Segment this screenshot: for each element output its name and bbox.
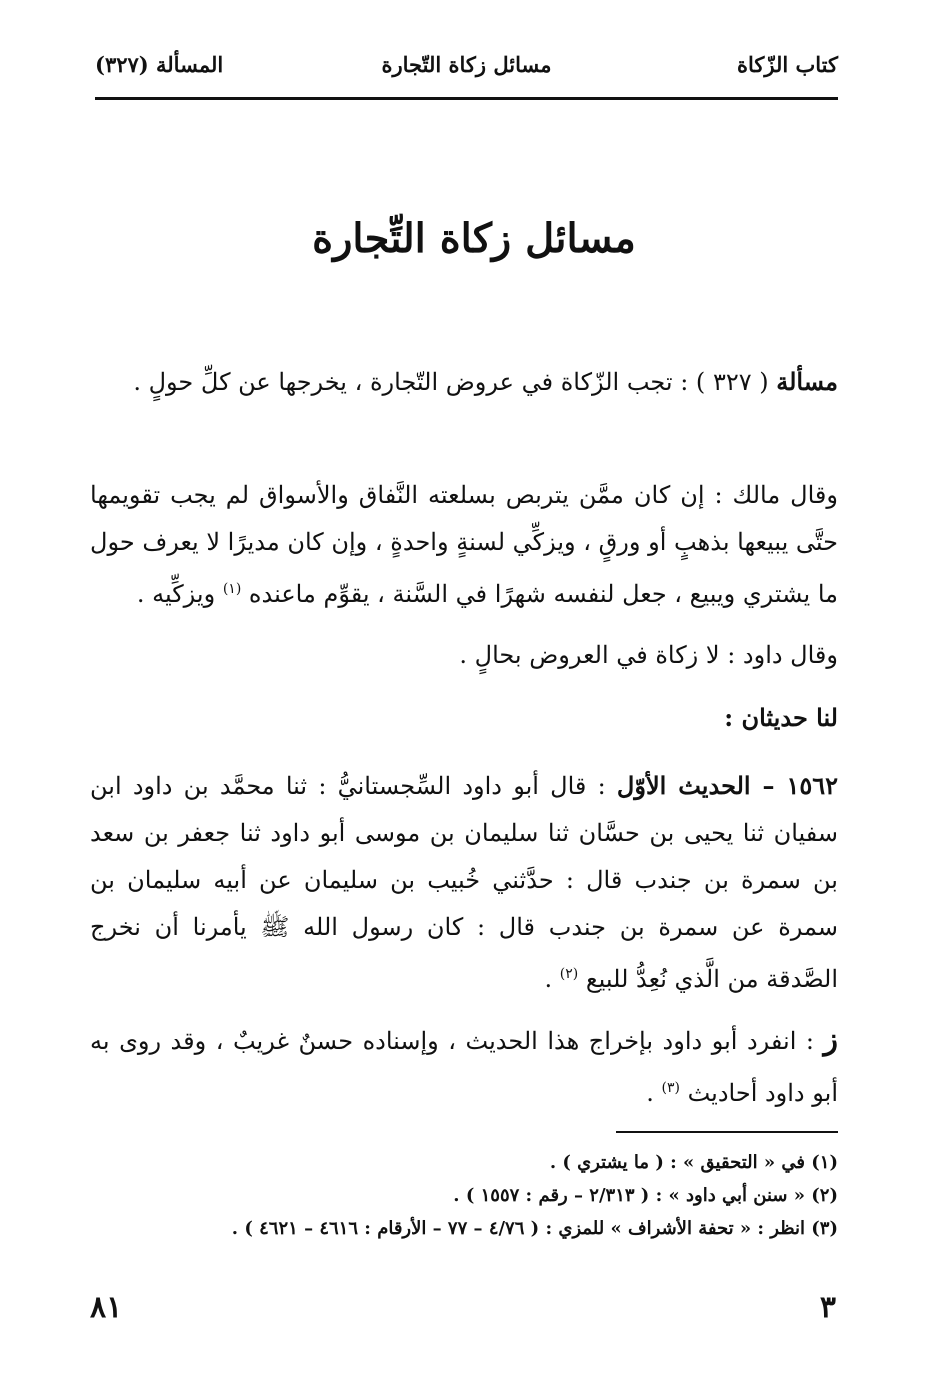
page-number-left: ٨١ (90, 1290, 123, 1325)
commentary-text: : انفرد أبو داود بإخراج هذا الحديث ، وإسناده حسنٌ غريبٌ ، وقد روى به أبو داود أحاديث (90, 1027, 838, 1107)
hadith-text-end: . (544, 965, 560, 993)
header-issue-number: المسألة (٣٢٧) (95, 52, 224, 77)
footnotes (110, 1146, 838, 1245)
page-number-right: ٣ (819, 1290, 836, 1325)
commentary-text-end: . (646, 1079, 662, 1107)
footnote-item: (١) في « التحقيق » : ( ما يشتري ) . (549, 1152, 838, 1173)
hadith-number-label: ١٥٦٢ – الحديث الأوّل (616, 771, 839, 800)
footnote-ref-2: (٢) (559, 966, 579, 982)
running-header (95, 52, 838, 88)
issue-text: ( ٣٢٧ ) : تجب الزّكاة في عروض التّجارة ، يخرجها عن كلِّ حولٍ . (133, 368, 777, 396)
header-divider (95, 97, 838, 100)
header-section-title: مسائل زكاة التّجارة (381, 52, 552, 77)
commentary-mark: ز (823, 1022, 839, 1057)
issue-label: مسألة (776, 367, 838, 396)
malik-paragraph (90, 472, 838, 618)
footnote-ref-3: (٣) (661, 1080, 680, 1096)
footnote-item: (٣) انظر : « تحفة الأشراف » للمزي : ( ٤/٧٦ – ٧٧ – الأرقام : ٤٦١٦ – ٤٦٢١ ) . (231, 1218, 838, 1239)
commentary-paragraph (90, 1016, 838, 1117)
dawud-paragraph: وقال داود : لا زكاة في العروض بحالٍ . (459, 641, 838, 669)
hadith-paragraph (90, 762, 838, 1003)
header-book-title: كتاب الزّكاة (736, 52, 838, 77)
hadith-text: : قال أبو داود السِّجستانيُّ : ثنا محمَّد بن داود ابن سفيان ثنا يحيى بن حسَّان ثنا سليمان بن موسى أبو داود ثنا جعفر بن سعد بن سمرة بن جندب قال : حدَّثني خُبيب بن سليمان عن أبيه سليمان بن سمرة عن سمرة بن جندب قال : كان رسول الله ﷺ يأمرنا أن نخرج الصَّدقة من الَّذي نُعِدُّ للبيع (90, 772, 839, 993)
footnote-item: (٢) « سنن أبي داود » : ( ٢/٣١٣ – رقم : ١٥٥٧ ) . (453, 1185, 838, 1206)
page-title: مسائل زكاة التِّجارة (312, 215, 636, 262)
malik-text-end: ويزكِّيه . (136, 580, 223, 608)
footnote-ref-1: (١) (222, 581, 242, 597)
issue-paragraph (90, 358, 838, 406)
two-hadith-heading: لنا حديثان : (724, 703, 838, 732)
footnote-divider (616, 1131, 838, 1133)
malik-text: وقال مالك : إن كان ممَّن يتربص بسلعته النَّفاق والأسواق لم يجب تقويمها حتَّى يبيعها بذهبٍ أو ورقٍ ، ويزكِّي لسنةٍ واحدةٍ ، وإن كان مديرًا لا يعرف حول ما يشتري ويبيع ، جعل لنفسه شهرًا في السَّنة ، يقوِّم ماعنده (90, 481, 838, 608)
